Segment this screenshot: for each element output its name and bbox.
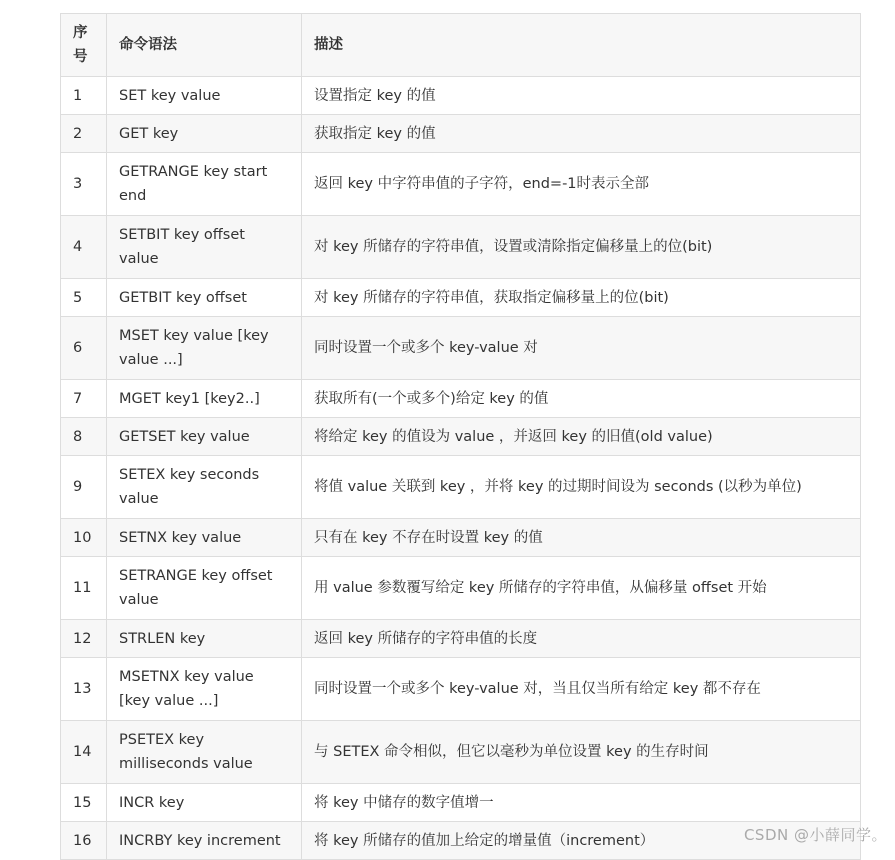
table-header-row [61,14,861,77]
row-command: MSETNX key value [key value ...] [107,658,302,721]
table-row [61,216,861,279]
header-description: 描述 [302,14,861,77]
row-number: 2 [61,115,107,153]
row-description: 同时设置一个或多个 key-value 对，当且仅当所有给定 key 都不存在 [302,658,861,721]
row-number: 16 [61,822,107,860]
row-number: 14 [61,721,107,784]
table-row [61,784,861,822]
row-command: STRLEN key [107,620,302,658]
table-row [61,380,861,418]
redis-string-commands-table [60,13,861,860]
header-number: 序号 [61,14,107,77]
row-number: 15 [61,784,107,822]
row-number: 5 [61,279,107,317]
csdn-watermark: CSDN @小薛同学。 [743,826,887,844]
row-description: 只有在 key 不存在时设置 key 的值 [302,519,861,557]
table-row [61,279,861,317]
table-row [61,519,861,557]
table-row [61,77,861,115]
table-row [61,658,861,721]
row-description: 用 value 参数覆写给定 key 所储存的字符串值，从偏移量 offset 开始 [302,557,861,620]
row-command: GETSET key value [107,418,302,456]
table-row [61,153,861,216]
row-description: 将值 value 关联到 key ，并将 key 的过期时间设为 seconds (以秒为单位) [302,456,861,519]
row-command: SETEX key seconds value [107,456,302,519]
table-row [61,620,861,658]
row-description: 设置指定 key 的值 [302,77,861,115]
table-row [61,557,861,620]
row-number: 1 [61,77,107,115]
row-number: 11 [61,557,107,620]
row-description: 同时设置一个或多个 key-value 对 [302,317,861,380]
row-description: 对 key 所储存的字符串值，获取指定偏移量上的位(bit) [302,279,861,317]
table-row [61,456,861,519]
table-row [61,115,861,153]
row-command: SETRANGE key offset value [107,557,302,620]
row-command: SETBIT key offset value [107,216,302,279]
row-number: 6 [61,317,107,380]
redis-string-commands-table-container [60,13,860,860]
row-command: MGET key1 [key2..] [107,380,302,418]
row-command: INCR key [107,784,302,822]
row-number: 3 [61,153,107,216]
row-command: GETBIT key offset [107,279,302,317]
table-row [61,822,861,860]
row-command: PSETEX key milliseconds value [107,721,302,784]
row-command: SET key value [107,77,302,115]
table-row [61,418,861,456]
row-number: 4 [61,216,107,279]
row-description: 将给定 key 的值设为 value ，并返回 key 的旧值(old value) [302,418,861,456]
row-number: 12 [61,620,107,658]
row-description: 对 key 所储存的字符串值，设置或清除指定偏移量上的位(bit) [302,216,861,279]
row-description: 将 key 中储存的数字值增一 [302,784,861,822]
row-description: 获取指定 key 的值 [302,115,861,153]
table-row [61,317,861,380]
row-description: 将 key 所储存的值加上给定的增量值（increment） [302,822,861,860]
row-description: 获取所有(一个或多个)给定 key 的值 [302,380,861,418]
table-row [61,721,861,784]
row-number: 13 [61,658,107,721]
row-command: INCRBY key increment [107,822,302,860]
row-description: 返回 key 所储存的字符串值的长度 [302,620,861,658]
row-description: 返回 key 中字符串值的子字符，end=-1时表示全部 [302,153,861,216]
row-description: 与 SETEX 命令相似，但它以毫秒为单位设置 key 的生存时间 [302,721,861,784]
row-number: 9 [61,456,107,519]
row-number: 10 [61,519,107,557]
row-number: 7 [61,380,107,418]
row-command: SETNX key value [107,519,302,557]
row-command: GETRANGE key start end [107,153,302,216]
header-command-syntax: 命令语法 [107,14,302,77]
row-number: 8 [61,418,107,456]
row-command: MSET key value [key value ...] [107,317,302,380]
row-command: GET key [107,115,302,153]
